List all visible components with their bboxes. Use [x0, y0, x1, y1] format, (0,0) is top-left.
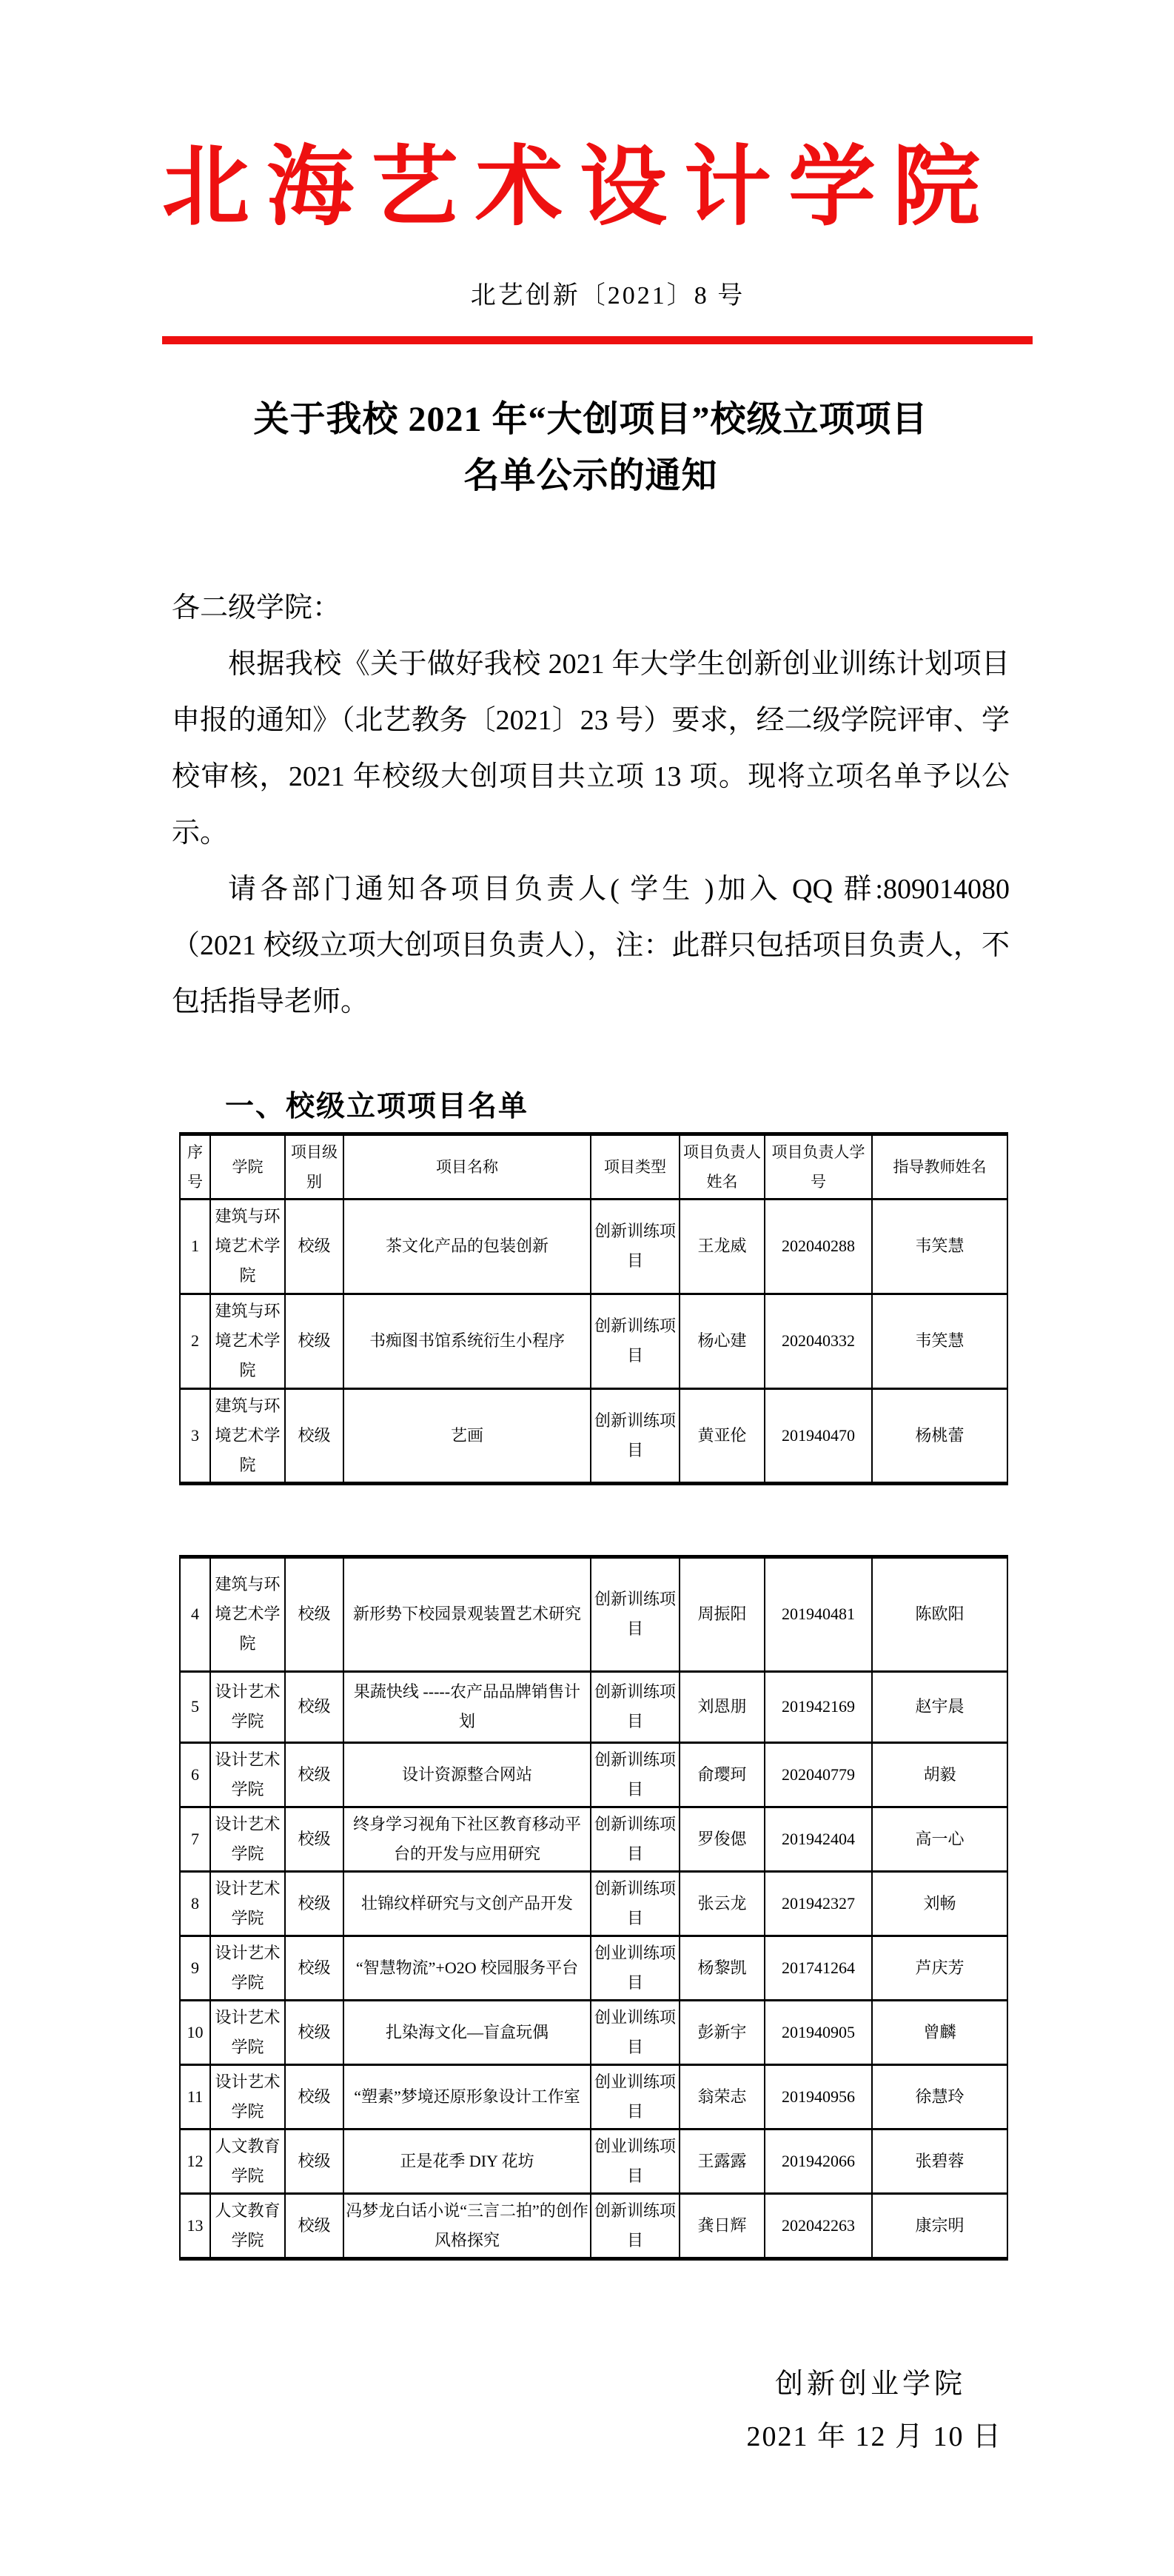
table-cell: 13 [180, 2193, 210, 2258]
table-cell: 校级 [285, 1388, 343, 1483]
table-cell: “智慧物流”+O2O 校园服务平台 [343, 1936, 591, 2000]
table-row [180, 1936, 1007, 2000]
table-cell: 校级 [285, 1294, 343, 1388]
table-cell: 校级 [285, 2129, 343, 2193]
table-cell: 7 [180, 1807, 210, 1871]
table-cell: 刘恩朋 [680, 1671, 765, 1742]
table-cell: 正是花季 DIY 花坊 [343, 2129, 591, 2193]
table-cell: 201940956 [765, 2064, 872, 2129]
table-cell: 创新训练项目 [591, 1294, 680, 1388]
table-cell: 设计艺术学院 [210, 1936, 285, 2000]
table-cell: 11 [180, 2064, 210, 2129]
table-cell: 创业训练项目 [591, 2129, 680, 2193]
doc-number: 北艺创新〔2021〕8 号 [470, 281, 745, 310]
table-cell: 201940481 [765, 1556, 872, 1671]
table-cell: 建筑与环境艺术学院 [210, 1199, 285, 1294]
table-body-part-2 [180, 1556, 1007, 2258]
table-cell: 校级 [285, 1556, 343, 1671]
table-row [180, 2129, 1007, 2193]
table-cell: 创新训练项目 [591, 1388, 680, 1483]
table-cell: 1 [180, 1199, 210, 1294]
table-cell: 创新训练项目 [591, 1742, 680, 1807]
table-cell: 202042263 [765, 2193, 872, 2258]
table-cell: 201942404 [765, 1807, 872, 1871]
table-cell: 201940905 [765, 2000, 872, 2064]
table-cell: 创新训练项目 [591, 1871, 680, 1936]
table-cell: 康宗明 [872, 2193, 1007, 2258]
column-header-project-name: 项目名称 [343, 1134, 591, 1199]
table-cell: 设计资源整合网站 [343, 1742, 591, 1807]
document-title-line-2: 名单公示的通知 [463, 455, 718, 495]
table-cell: 创新训练项目 [591, 2193, 680, 2258]
column-header-leader-id: 项目负责人学号 [765, 1134, 872, 1199]
table-cell: 茶文化产品的包装创新 [343, 1199, 591, 1294]
table-row [180, 2064, 1007, 2129]
table-cell: 人文教育学院 [210, 2129, 285, 2193]
table-cell: 翁荣志 [680, 2064, 765, 2129]
table-cell: 刘畅 [872, 1871, 1007, 1936]
table-cell: 校级 [285, 1807, 343, 1871]
signature-unit: 创新创业学院 [774, 2368, 966, 2400]
table-cell: 202040332 [765, 1294, 872, 1388]
table-cell: 创新训练项目 [591, 1199, 680, 1294]
table-cell: 2 [180, 1294, 210, 1388]
table-cell: 韦笑慧 [872, 1199, 1007, 1294]
table-cell: 芦庆芳 [872, 1936, 1007, 2000]
document-title [172, 392, 1010, 504]
table-cell: 8 [180, 1871, 210, 1936]
table-row [180, 1199, 1007, 1294]
table-cell: 赵宇晨 [872, 1671, 1007, 1742]
projects-table-part-1 [179, 1132, 1008, 1485]
table-cell: 9 [180, 1936, 210, 2000]
table-cell: 人文教育学院 [210, 2193, 285, 2258]
table-row [180, 1556, 1007, 1671]
signature-date: 2021 年 12 月 10 日 [746, 2421, 1002, 2452]
table-cell: 创业训练项目 [591, 2000, 680, 2064]
table-cell: 10 [180, 2000, 210, 2064]
table-cell: 扎染海文化—盲盒玩偶 [343, 2000, 591, 2064]
table-cell: “塑素”梦境还原形象设计工作室 [343, 2064, 591, 2129]
table-cell: 201942169 [765, 1671, 872, 1742]
body-paragraph-2: 请各部门通知各项目负责人( 学生 )加入 QQ 群:809014080（2021 校级立项大创项目负责人），注：此群只包括项目负责人，不包括指导老师。 [172, 873, 1010, 1017]
table-cell: 罗俊偲 [680, 1807, 765, 1871]
body-paragraph-1: 根据我校《关于做好我校 2021 年大学生创新创业训练计划项目申报的通知》（北艺教务〔2021〕23 号）要求，经二级学院评审、学校审核，2021 年校级大创项目共立项 13 项。现将立项名单予以公示。 [172, 648, 1010, 849]
table-cell: 校级 [285, 1936, 343, 2000]
table-cell: 龚日辉 [680, 2193, 765, 2258]
table-cell: 校级 [285, 1671, 343, 1742]
table-cell: 建筑与环境艺术学院 [210, 1294, 285, 1388]
table-cell: 设计艺术学院 [210, 1671, 285, 1742]
table-cell: 王龙威 [680, 1199, 765, 1294]
salutation: 各二级学院： [172, 592, 341, 623]
school-name-header: 北海艺术设计学院 [162, 139, 998, 236]
table-cell: 张云龙 [680, 1871, 765, 1936]
table-row [180, 1742, 1007, 1807]
table-cell: 创新训练项目 [591, 1556, 680, 1671]
table-cell: 艺画 [343, 1388, 591, 1483]
page-break-gap [172, 1485, 1010, 1555]
table-row [180, 1807, 1007, 1871]
table-cell: 设计艺术学院 [210, 2064, 285, 2129]
table-cell: 彭新宇 [680, 2000, 765, 2064]
table-cell: 201940470 [765, 1388, 872, 1483]
table-cell: 校级 [285, 2064, 343, 2129]
red-divider-rule [162, 336, 1033, 344]
table-cell: 创业训练项目 [591, 2064, 680, 2129]
table-cell: 杨桃蕾 [872, 1388, 1007, 1483]
table-cell: 建筑与环境艺术学院 [210, 1388, 285, 1483]
table-cell: 终身学习视角下社区教育移动平台的开发与应用研究 [343, 1807, 591, 1871]
table-row [180, 1294, 1007, 1388]
table-row [180, 2000, 1007, 2064]
table-cell: 曾麟 [872, 2000, 1007, 2064]
table-cell: 校级 [285, 2000, 343, 2064]
table-cell: 韦笑慧 [872, 1294, 1007, 1388]
table-cell: 黄亚伦 [680, 1388, 765, 1483]
column-header-advisor-name: 指导教师姓名 [872, 1134, 1007, 1199]
table-cell: 202040288 [765, 1199, 872, 1294]
table-cell: 创新训练项目 [591, 1807, 680, 1871]
table-cell: 设计艺术学院 [210, 1742, 285, 1807]
table-cell: 书痴图书馆系统衍生小程序 [343, 1294, 591, 1388]
document-body [172, 580, 1010, 1030]
projects-table-part-2 [179, 1555, 1008, 2261]
signature-block [172, 2358, 1010, 2463]
table-cell: 陈欧阳 [872, 1556, 1007, 1671]
table-cell: 4 [180, 1556, 210, 1671]
column-header-leader-name: 项目负责人姓名 [680, 1134, 765, 1199]
table-cell: 设计艺术学院 [210, 2000, 285, 2064]
table-cell: 高一心 [872, 1807, 1007, 1871]
table-row [180, 1388, 1007, 1483]
table-cell: 果蔬快线 -----农产品品牌销售计划 [343, 1671, 591, 1742]
section-heading: 一、校级立项项目名单 [225, 1090, 529, 1123]
table-cell: 设计艺术学院 [210, 1871, 285, 1936]
table-row [180, 1671, 1007, 1742]
table-cell: 杨心建 [680, 1294, 765, 1388]
table-cell: 12 [180, 2129, 210, 2193]
table-cell: 建筑与环境艺术学院 [210, 1556, 285, 1671]
column-header-college: 学院 [210, 1134, 285, 1199]
table-cell: 3 [180, 1388, 210, 1483]
table-cell: 张碧蓉 [872, 2129, 1007, 2193]
table-cell: 杨黎凯 [680, 1936, 765, 2000]
table-cell: 201942327 [765, 1871, 872, 1936]
document-title-line-1: 关于我校 2021 年“大创项目”校级立项项目 [253, 399, 928, 439]
table-header-row [180, 1134, 1007, 1199]
table-cell: 设计艺术学院 [210, 1807, 285, 1871]
document-content [162, 0, 1010, 2463]
table-row [180, 2193, 1007, 2258]
table-cell: 冯梦龙白话小说“三言二拍”的创作风格探究 [343, 2193, 591, 2258]
table-cell: 壮锦纹样研究与文创产品开发 [343, 1871, 591, 1936]
table-cell: 周振阳 [680, 1556, 765, 1671]
table-cell: 202040779 [765, 1742, 872, 1807]
table-cell: 校级 [285, 2193, 343, 2258]
table-row [180, 1871, 1007, 1936]
column-header-project-type: 项目类型 [591, 1134, 680, 1199]
table-cell: 王露露 [680, 2129, 765, 2193]
table-body-part-1 [180, 1199, 1007, 1483]
table-cell: 6 [180, 1742, 210, 1807]
table-cell: 校级 [285, 1742, 343, 1807]
table-cell: 新形势下校园景观装置艺术研究 [343, 1556, 591, 1671]
table-cell: 201942066 [765, 2129, 872, 2193]
table-cell: 校级 [285, 1199, 343, 1294]
table-cell: 徐慧玲 [872, 2064, 1007, 2129]
table-cell: 5 [180, 1671, 210, 1742]
table-cell: 校级 [285, 1871, 343, 1936]
table-cell: 胡毅 [872, 1742, 1007, 1807]
column-header-level: 项目级别 [285, 1134, 343, 1199]
table-cell: 俞璎珂 [680, 1742, 765, 1807]
table-cell: 创业训练项目 [591, 1936, 680, 2000]
table-cell: 201741264 [765, 1936, 872, 2000]
table-cell: 创新训练项目 [591, 1671, 680, 1742]
column-header-index: 序号 [180, 1134, 210, 1199]
